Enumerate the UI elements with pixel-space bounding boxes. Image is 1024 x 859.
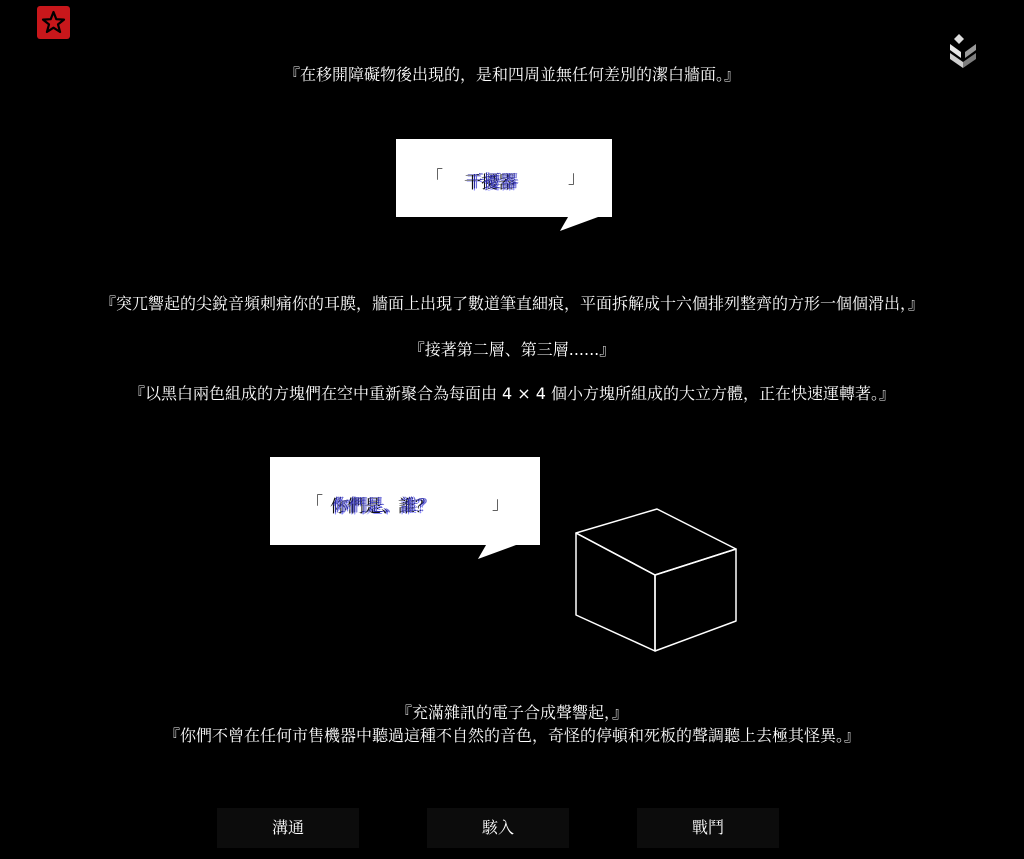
narration-line: 『突兀響起的尖銳音頻刺痛你的耳膜，牆面上出現了數道筆直細痕，平面拆解成十六個排列整齊的方形一個個滑出，』 <box>99 294 924 313</box>
narration-line: 『你們不曾在任何市售機器中聽過這種不自然的音色，奇怪的停頓和死板的聲調聽上去極其怪異。』 <box>163 726 860 745</box>
intrude-button[interactable]: 駭入 <box>427 808 569 848</box>
cube-icon <box>570 505 742 655</box>
bubble-close-bracket: 」 <box>568 168 586 188</box>
bubble-tail <box>560 217 598 231</box>
narration-line: 『接著第二層、第三層......』 <box>408 340 616 359</box>
glitched-speech-text: 你們是、誰？ <box>332 496 434 516</box>
narration-line: 『充滿雜訊的電子合成聲響起，』 <box>395 703 628 722</box>
bubble-tail <box>478 545 516 559</box>
bubble-close-bracket: 」 <box>492 494 510 514</box>
narration-line: 『以黑白兩色組成的方塊們在空中重新聚合為每面由 4 × 4 個小方塊所組成的大立方體，正在快速運轉著。』 <box>128 384 896 403</box>
bubble-open-bracket: 「 <box>306 494 324 514</box>
star-icon[interactable] <box>37 6 70 39</box>
speech-bubble <box>270 457 540 545</box>
fight-button[interactable]: 戰鬥 <box>637 808 779 848</box>
glitched-speech-text: 干擾器 <box>466 172 517 192</box>
communicate-button[interactable]: 溝通 <box>217 808 359 848</box>
bubble-open-bracket: 「 <box>426 168 444 188</box>
narration-line: 『在移開障礙物後出現的，是和四周並無任何差別的潔白牆面。』 <box>283 65 740 84</box>
speech-bubble <box>396 139 612 217</box>
